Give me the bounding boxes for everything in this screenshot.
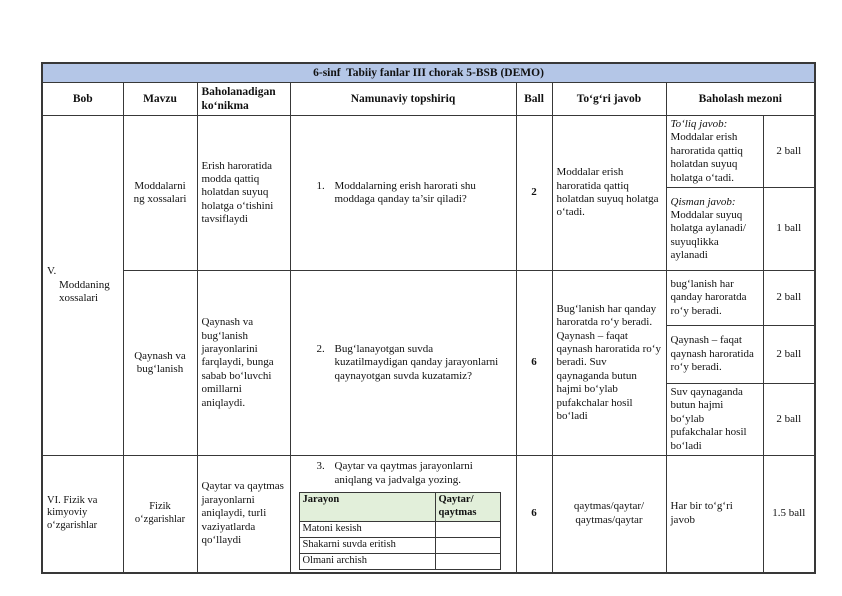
subtable-header-qaytar: Qaytar/ qaytmas xyxy=(435,492,500,521)
col-header-mezon: Baholash mezoni xyxy=(666,83,815,116)
subtable-row-label: Shakarni suvda eritish xyxy=(299,537,435,553)
cell-mezon-text-2b: Qaynash – faqat qaynash haroratida ro‘y beradi. xyxy=(666,326,763,384)
cell-mezon-ball-1a: 2 ball xyxy=(763,116,815,188)
subtable-answer-cell xyxy=(435,537,500,553)
cell-konikma-row1: Erish haroratida modda qattiq holatdan suyuq holatga o‘tishini tavsiflaydi xyxy=(197,116,290,271)
cell-mezon-text-2c: Suv qaynaganda butun hajmi bo‘ylab pufakchalar hosil bo‘ladi xyxy=(666,384,763,456)
mezon-text: Moddalar suyuq holatga aylanadi/ suyuqlikka aylanadi xyxy=(670,208,746,262)
cell-mezon-ball-2a: 2 ball xyxy=(763,271,815,326)
bob-title: Moddaning xossalari xyxy=(59,278,110,305)
assessment-table xyxy=(41,62,816,574)
mezon-label: To‘liq javob: xyxy=(670,118,728,131)
subtable-header-jarayon: Jarayon xyxy=(299,492,435,521)
col-header-ball: Ball xyxy=(516,83,552,116)
subtable-row-label: Olmani archish xyxy=(299,553,435,569)
cell-task-row3 xyxy=(290,456,516,573)
cell-konikma-row3: Qaytar va qaytmas jarayonlarni aniqlaydi, turli vaziyatlarda qo‘llaydi xyxy=(197,456,290,573)
cell-ball-row3: 6 xyxy=(516,456,552,573)
cell-mezon-ball-2b: 2 ball xyxy=(763,326,815,384)
jarayon-subtable xyxy=(299,492,501,570)
cell-mezon-text-1b xyxy=(666,188,763,271)
col-header-javob: To‘g‘ri javob xyxy=(552,83,666,116)
cell-mavzu-row1: Moddalarni ng xossalari xyxy=(123,116,197,271)
cell-mezon-text-1a xyxy=(666,116,763,188)
cell-konikma-row2: Qaynash va bug‘lanish jarayonlarini farqlaydi, bunga sabab bo‘luvchi omillarni aniqlaydi. xyxy=(197,271,290,456)
cell-task-row2 xyxy=(290,271,516,456)
cell-ball-row1: 2 xyxy=(516,116,552,271)
document-title: 6-sinf Tabiiy fanlar III chorak 5-BSB (DEMO) xyxy=(42,63,815,83)
task-number: 3. xyxy=(316,460,325,473)
task-number: 2. xyxy=(316,342,325,355)
cell-mezon-ball-3: 1.5 ball xyxy=(763,456,815,573)
col-header-topshiriq: Namunaviy topshiriq xyxy=(290,83,516,116)
task-text: Bug‘lanayotgan suvda kuzatilmaydigan qanday jarayonlarni qaynayotgan suvda kuzatamiz? xyxy=(334,342,499,382)
cell-javob-row3: qaytmas/qaytar/ qaytmas/qaytar xyxy=(552,456,666,573)
cell-javob-row2: Bug‘lanish har qanday haroratda ro‘y beradi. Qaynash – faqat qaynash haroratida ro‘y beradi. Suv qaynaganda butun hajmi bo‘ylab pufakchalar hosil bo‘ladi xyxy=(552,271,666,456)
cell-mezon-text-3: Har bir to‘g‘ri javob xyxy=(666,456,763,573)
cell-mezon-ball-2c: 2 ball xyxy=(763,384,815,456)
cell-bob-section2: VI. Fizik va kimyoviy o‘zgarishlar xyxy=(42,456,123,573)
subtable-answer-cell xyxy=(435,553,500,569)
cell-task-row1 xyxy=(290,116,516,271)
mezon-label: Qisman javob: xyxy=(670,195,736,208)
col-header-bob: Bob xyxy=(42,83,123,116)
subtable-answer-cell xyxy=(435,521,500,537)
task-text: Qaytar va qaytmas jarayonlarni aniqlang va jadvalga yozing. xyxy=(334,460,473,486)
task-text: Moddalarning erish harorati shu moddaga qanday ta’sir qiladi? xyxy=(334,179,476,206)
col-header-mavzu: Mavzu xyxy=(123,83,197,116)
cell-mavzu-row2: Qaynash va bug‘lanish xyxy=(123,271,197,456)
bob-number: V. xyxy=(47,265,57,278)
col-header-konikma: Baholanadigan ko‘nikma xyxy=(197,83,290,116)
cell-ball-row2: 6 xyxy=(516,271,552,456)
subtable-row-label: Matoni kesish xyxy=(299,521,435,537)
task-number: 1. xyxy=(316,179,325,192)
cell-mezon-ball-1b: 1 ball xyxy=(763,188,815,271)
cell-mavzu-row3: Fizik o‘zgarishlar xyxy=(123,456,197,573)
mezon-text: Moddalar erish haroratida qattiq holatdan suyuq holatga o‘tadi. xyxy=(670,131,743,184)
cell-mezon-text-2a: bug‘lanish har qanday haroratda ro‘y beradi. xyxy=(666,271,763,326)
cell-bob-section1 xyxy=(42,116,123,456)
cell-javob-row1: Moddalar erish haroratida qattiq holatdan suyuq holatga o‘tadi. xyxy=(552,116,666,271)
